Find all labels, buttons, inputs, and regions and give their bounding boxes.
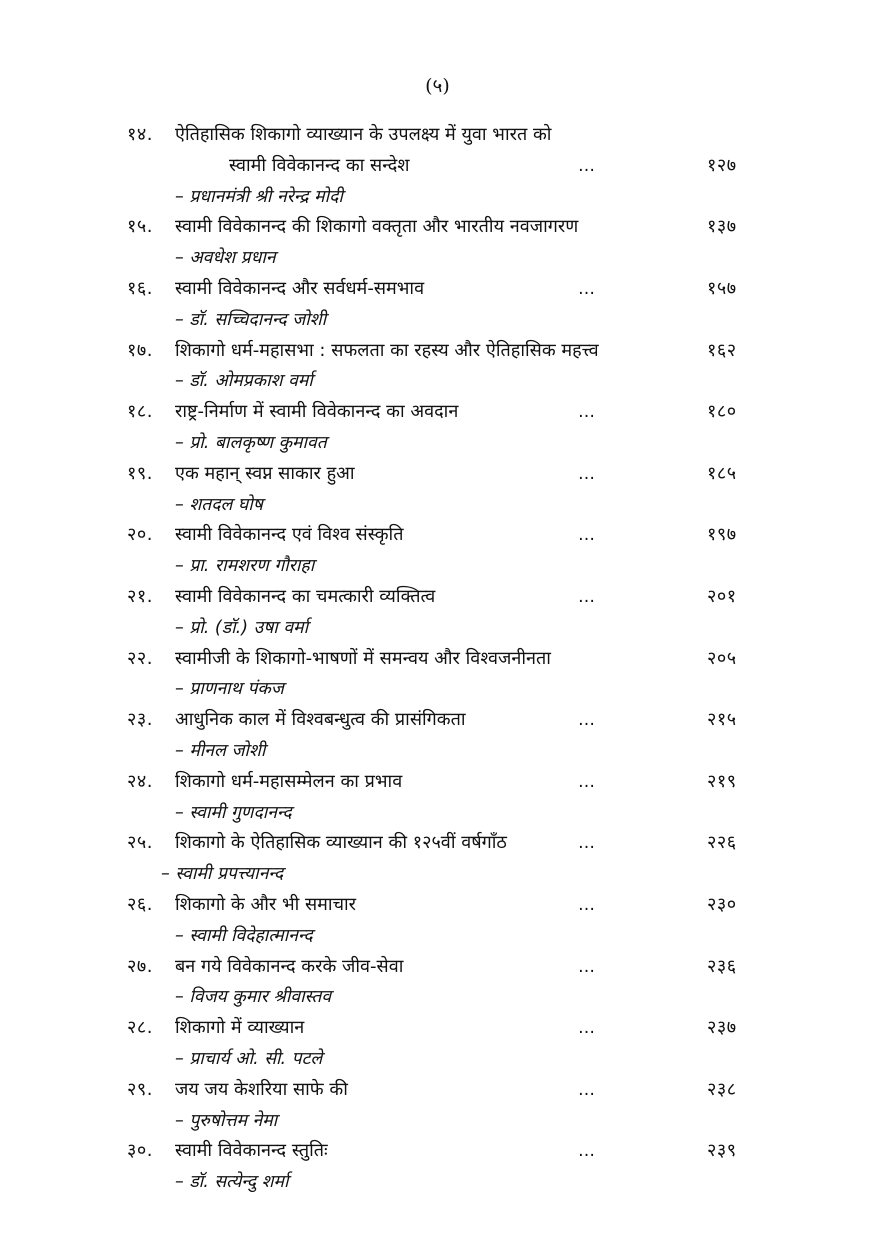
toc-entry (0, 644, 875, 706)
entry-author: – प्रधानमंत्री श्री नरेन्द्र मोदी (175, 186, 343, 207)
entry-title: शिकागो में व्याख्यान (175, 1017, 305, 1039)
toc-entry (0, 274, 875, 336)
entry-author: – प्रो. (डॉ.) उषा वर्मा (175, 617, 309, 638)
entry-number: २३. (127, 709, 153, 731)
entry-author: – अवधेश प्रधान (175, 248, 276, 269)
entry-page: २१९ (707, 770, 737, 792)
toc-entry (0, 1013, 875, 1075)
entry-number: १६. (127, 277, 153, 299)
toc-entry (0, 520, 875, 582)
toc-entry (0, 828, 875, 890)
entry-title: स्वामी विवेकानन्द की शिकागो वक्तृता और भारतीय नवजागरण (175, 216, 579, 238)
toc-entry (0, 582, 875, 644)
entry-author: – पुरुषोत्तम नेमा (175, 1110, 278, 1131)
entry-title: एक महान् स्वप्न साकार हुआ (175, 462, 355, 484)
toc-entry (0, 890, 875, 952)
entry-number: १४. (127, 124, 153, 145)
entry-author: – विजय कुमार श्रीवास्तव (175, 987, 332, 1008)
entry-title: बन गये विवेकानन्द करके जीव-सेवा (175, 955, 404, 977)
entry-number: १५. (127, 216, 153, 238)
entry-number: २४. (127, 770, 153, 792)
entry-author: – डॉ. सत्येन्दु शर्मा (175, 1172, 289, 1193)
entry-author: – स्वामी गुणदानन्द (175, 802, 292, 823)
entry-author: – प्राचार्य ओ. सी. पटले (175, 1048, 323, 1069)
leader-dots: … (578, 771, 596, 792)
entry-number: १८. (127, 401, 153, 423)
entry-page: २३७ (707, 1017, 737, 1039)
entry-number: २५. (127, 832, 153, 854)
entry-page: १८५ (707, 462, 737, 484)
leader-dots: … (578, 833, 596, 854)
entry-title: स्वामी विवेकानन्द स्तुतिः (175, 1140, 328, 1162)
entry-number: १९. (127, 462, 153, 484)
leader-dots: … (578, 463, 596, 484)
toc-entry (0, 952, 875, 1014)
toc-entry (0, 336, 875, 398)
entry-page: २३८ (707, 1078, 737, 1100)
entry-page: १९७ (707, 524, 737, 546)
entry-author: – प्रा. रामशरण गौराहा (175, 556, 315, 577)
entry-number: ३०. (127, 1140, 153, 1162)
toc-entry (0, 1136, 875, 1198)
toc-entry (0, 767, 875, 829)
entry-title: स्वामी विवेकानन्द और सर्वधर्म-समभाव (175, 277, 425, 299)
leader-dots: … (578, 586, 596, 607)
entry-number: २६. (127, 893, 153, 915)
leader-dots: … (578, 894, 596, 915)
entry-number: १७. (127, 339, 153, 361)
entry-page: २२६ (707, 832, 737, 854)
entry-author: – डॉ. सच्चिदानन्द जोशी (175, 309, 327, 330)
entry-author: – डॉ. ओमप्रकाश वर्मा (175, 371, 313, 392)
entry-title: राष्ट्र-निर्माण में स्वामी विवेकानन्द का अवदान (175, 401, 459, 423)
leader-dots: … (578, 1079, 596, 1100)
entry-title: स्वामी विवेकानन्द का चमत्कारी व्यक्तित्व (175, 585, 436, 607)
entry-page: १८० (707, 401, 737, 423)
leader-dots: … (578, 402, 596, 423)
entry-author: – प्राणनाथ पंकज (175, 679, 284, 700)
entry-page: १६२ (707, 339, 737, 361)
entry-page: २०१ (707, 585, 737, 607)
entry-page: २१५ (707, 709, 737, 731)
entry-page: २३९ (707, 1140, 737, 1162)
entry-author: – मीनल जोशी (175, 740, 266, 761)
entry-title-line2: स्वामी विवेकानन्द का सन्देश (229, 154, 410, 176)
leader-dots: … (578, 1018, 596, 1039)
table-of-contents (0, 120, 875, 1198)
entry-number: २७. (127, 955, 153, 977)
toc-entry (0, 120, 875, 212)
entry-title: स्वामीजी के शिकागो-भाषणों में समन्वय और विश्वजनीनता (175, 647, 551, 669)
entry-title: शिकागो धर्म-महासभा : सफलता का रहस्य और ऐतिहासिक महत्त्व (175, 339, 599, 361)
leader-dots: … (578, 956, 596, 977)
entry-author: – प्रो. बालकृष्ण कुमावत (175, 432, 327, 453)
entry-page: २०५ (707, 647, 737, 669)
toc-entry (0, 1075, 875, 1137)
entry-title: आधुनिक काल में विश्वबन्धुत्व की प्रासंगिकता (175, 709, 466, 731)
entry-author: – स्वामी विदेहात्मानन्द (175, 925, 313, 946)
entry-title: शिकागो धर्म-महासम्मेलन का प्रभाव (175, 770, 403, 792)
toc-entry (0, 397, 875, 459)
entry-author: – स्वामी प्रपत्त्यानन्द (161, 864, 284, 885)
entry-page: २३६ (707, 955, 737, 977)
toc-entry (0, 459, 875, 521)
entry-title: शिकागो के और भी समाचार (175, 893, 357, 915)
entry-page: १३७ (707, 216, 737, 238)
leader-dots: … (578, 1141, 596, 1162)
toc-entry (0, 212, 875, 274)
entry-title: शिकागो के ऐतिहासिक व्याख्यान की १२५वीं वर्षगाँठ (175, 832, 507, 854)
leader-dots: … (578, 710, 596, 731)
entry-number: २०. (127, 524, 153, 546)
leader-dots: … (578, 278, 596, 299)
entry-page: १५७ (707, 277, 737, 299)
entry-number: २१. (127, 585, 153, 607)
page-number: (५) (425, 75, 450, 97)
entry-page: २३० (707, 893, 737, 915)
entry-page: १२७ (707, 154, 737, 176)
entry-number: २२. (127, 647, 153, 669)
entry-title: ऐतिहासिक शिकागो व्याख्यान के उपलक्ष्य में युवा भारत को (175, 124, 552, 145)
entry-number: २९. (127, 1078, 153, 1100)
entry-title: जय जय केशरिया साफे की (175, 1078, 348, 1100)
toc-entry (0, 705, 875, 767)
entry-author: – शतदल घोष (175, 494, 263, 515)
leader-dots: … (578, 155, 596, 176)
leader-dots: … (578, 525, 596, 546)
entry-title: स्वामी विवेकानन्द एवं विश्व संस्कृति (175, 524, 404, 546)
entry-number: २८. (127, 1017, 153, 1039)
